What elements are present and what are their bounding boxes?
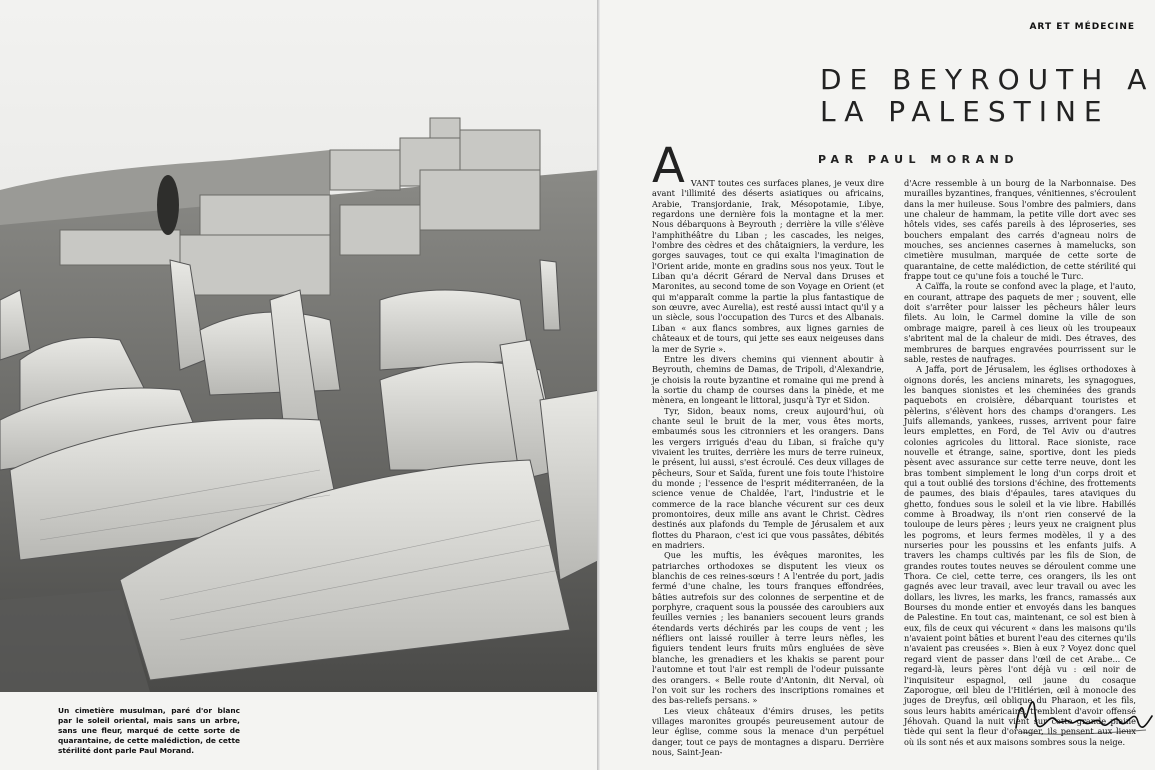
paragraph: Tyr, Sidon, beaux noms, creux aujourd'hui, où chante seul le bruit de la mer, vous êtes morts, embaumés sous les citronniers et les orangers. Dans les vergers irrigués d'eau du Liban, si fraîche qu'y vivaient les truites, derrière les murs de terre ruineux, le présent, lui aussi, s'est écroulé. Ces deux villages de pêcheurs, Sour et Saïda, furent une fois toute l'histoire du monde ; l'essence de l'esprit méditerranéen, de la science venue de Chaldée, l'art, l'industrie et le commerce de la race blanche vécurent sur ces deux promontoires, deux mille ans avant le Christ. Cèdres destinés aux plafonds du Temple de Jérusalem et aux flottes du Pharaon, c'est ici que vous passâtes, débités en madriers. xyxy=(652,405,884,551)
text-column-2 xyxy=(904,178,1136,747)
article-title-line-2: LA PALESTINE xyxy=(820,95,1110,128)
cemetery-photo xyxy=(0,0,600,692)
paragraph: d'Acre ressemble à un bourg de la Narbonnaise. Des murailles byzantines, franques, vénitiennes, s'écroulent dans la mer huileuse. Sous l'ombre des palmiers, dans une chaleur de hammam, la petite ville dort avec ses hôtels vides, ses cafés pareils à des léproseries, ses bouchers empalant des carrés d'agneau noirs de mouches, ses anciennes casernes à mamelucks, son cimetière musulman, marquée de cette sorte de quarantaine, de cette malédiction, de cette stérilité qui frappe tout ce qu'une fois a touché le Turc. xyxy=(904,178,1136,282)
author-signature xyxy=(1008,692,1155,742)
text-column-1 xyxy=(652,138,884,757)
paragraph: Les vieux châteaux d'émirs druses, les petits villages maronites groupés peureusement autour de leur église, comme sous la menace d'un perpétuel danger, tout ce pays de montagnes a disparu. Derrière nous, Saint-Jean- xyxy=(652,705,884,757)
photo-caption: Un cimetière musulman, paré d'or blanc par le soleil oriental, mais sans un arbre, sans une fleur, marqué de cette sorte de quarantaine, de cette malédiction, de cette stérilité dont parle Paul Morand. xyxy=(58,706,240,755)
paragraph: A Jaffa, port de Jérusalem, les églises orthodoxes à oignons dorés, les anciens minarets, les synagogues, les banques sionistes et les cheminées des grands paquebots en croisière, débarquant touristes et pèlerins, s'élèvent hors des champs d'orangers. Les Juifs allemands, yankees, russes, arrivent pour faire leurs emplettes, en Ford, de Tel Aviv ou d'autres colonies agricoles du littoral. Race sioniste, race nouvelle et étrange, saine, sportive, dont les pieds pèsent avec assurance sur cette terre neuve, dont les bras tombent simplement le long d'un corps droit et qui a tout oublié des torsions d'échine, des frottements de paumes, des biais d'épaules, tares ataviques du ghetto, fondues sous le soleil et la vie libre. Habillés comme à Broadway, ils n'ont rien conservé de la touloupe de leurs pères ; leurs yeux ne craignent plus les pogroms, et leurs fermes modèles, il y a des nurseries pour les poussins et les enfants juifs. A travers les champs cultivés par les fils de Sion, de grandes routes toutes neuves se déroulent comme une Thora. Ce ciel, cette terre, ces orangers, ils les ont gagnés avec leur travail, avec leur travail ou avec les dollars, les livres, les marks, les francs, ramassés aux Bourses du monde entier et envoyés dans les banques de Palestine. En tout cas, maintenant, ce sol est bien à eux, fils de ceux qui vécurent « dans les maisons qu'ils n'avaient point bâties et burent l'eau des citernes qu'ils n'avaient pas creusées ». Bien à eux ? Voyez donc quel regard vient de passer dans l'œil de cet Arabe... Ce regard-là, leurs pères l'ont déjà vu : œil noir de l'inquisiteur espagnol, œil jaune du cosaque Zaporogue, œil bleu de l'Hitlérien, œil à monocle des juges de Dreyfus, œil oblique du Pharaon, et les fils, sous leurs habits américains, tremblent d'avoir offensé Jéhovah. Quand la nuit vient sur cette grande plaine tiède qui sent la fleur d'oranger, ils pensent aux lieux où ils sont nés et aux maisons sombres sous la neige. xyxy=(904,364,1136,747)
article-title-line-1: DE BEYROUTH A xyxy=(820,63,1155,96)
paragraph: Entre les divers chemins qui viennent aboutir à Beyrouth, chemins de Damas, de Tripoli, d'Alexandrie, je choisis la route byzantine et romaine qui me prend à la sortie du champ de courses dans la pinède, et me mènera, en longeant le littoral, jusqu'à Tyr et Sidon. xyxy=(652,353,884,406)
right-page xyxy=(600,0,1155,770)
paragraph: A Caïffa, la route se confond avec la plage, et l'auto, en courant, attrape des paquets de mer ; souvent, elle doit s'arrêter pour laisser les pêcheurs hâler leurs filets. Au loin, le Carmel domine la ville de son ombrage maigre, pareil à ces lieux où les troupeaux s'abritent mal de la chaleur de midi. Des étraves, des membrures de barques engravées pourrissent sur le sable, restes de naufrages. xyxy=(904,281,1136,364)
section-label: ART ET MÉDECINE xyxy=(1029,22,1135,32)
article-byline: PAR PAUL MORAND xyxy=(818,153,1019,166)
drop-cap: A xyxy=(652,138,685,194)
paragraph xyxy=(652,138,884,354)
paragraph: Que les muftis, les évêques maronites, les patriarches orthodoxes se disputent les vieux os blanchis de ces reines-sœurs ! A l'entrée du port, jadis fermé d'une chaîne, les tours franques effondrées, bâties autrefois sur des colonnes de serpentine et de porphyre, craquent sous la poussée des caroubiers aux feuilles vernies ; les bananiers secouent leurs grands étendards verts déchirés par les coups de vent ; les néfliers ont laissé rouiller à terre leurs nèfles, les figuiers tendent leurs fruits mûrs engluées de sève blanche, les grenadiers et les khakis se parent pour l'automne et tout l'air est rempli de l'odeur puissante des orangers. « Belle route d'Antonin, dit Nerval, où l'on voit sur les rochers des inscriptions romaines et des bas-reliefs persans. » xyxy=(652,550,884,706)
paragraph-text: VANT toutes ces surfaces planes, je veux dire avant l'illimité des déserts asiatiques ou africains, Arabie, Transjordanie, Irak, Mésopotamie, Libye, regardons une dernière fois la montagne et la mer. Nous débarquons à Beyrouth ; derrière la ville s'élève l'amphithéâtre du Liban ; les cascades, les neiges, l'ombre des cèdres et des châtaigniers, la verdure, les gorges sauvages, tout ce qui exalta l'imagination de l'Orient aride, monte en gradins sous nos yeux. Tout le Liban qu'a décrit Gérard de Nerval dans Druses et Maronites, au second tome de son Voyage en Orient (et qui m'apparaît comme la partie la plus fantastique de son œuvre, avec Aurelia), est resté aussi intact qu'il y a un siècle, sous l'occupation des Turcs et des Albanais. Liban « aux flancs sombres, aux lignes garnies de châteaux et de tours, qui jette ses eaux neigeuses dans la mer de Syrie ». xyxy=(652,178,884,354)
